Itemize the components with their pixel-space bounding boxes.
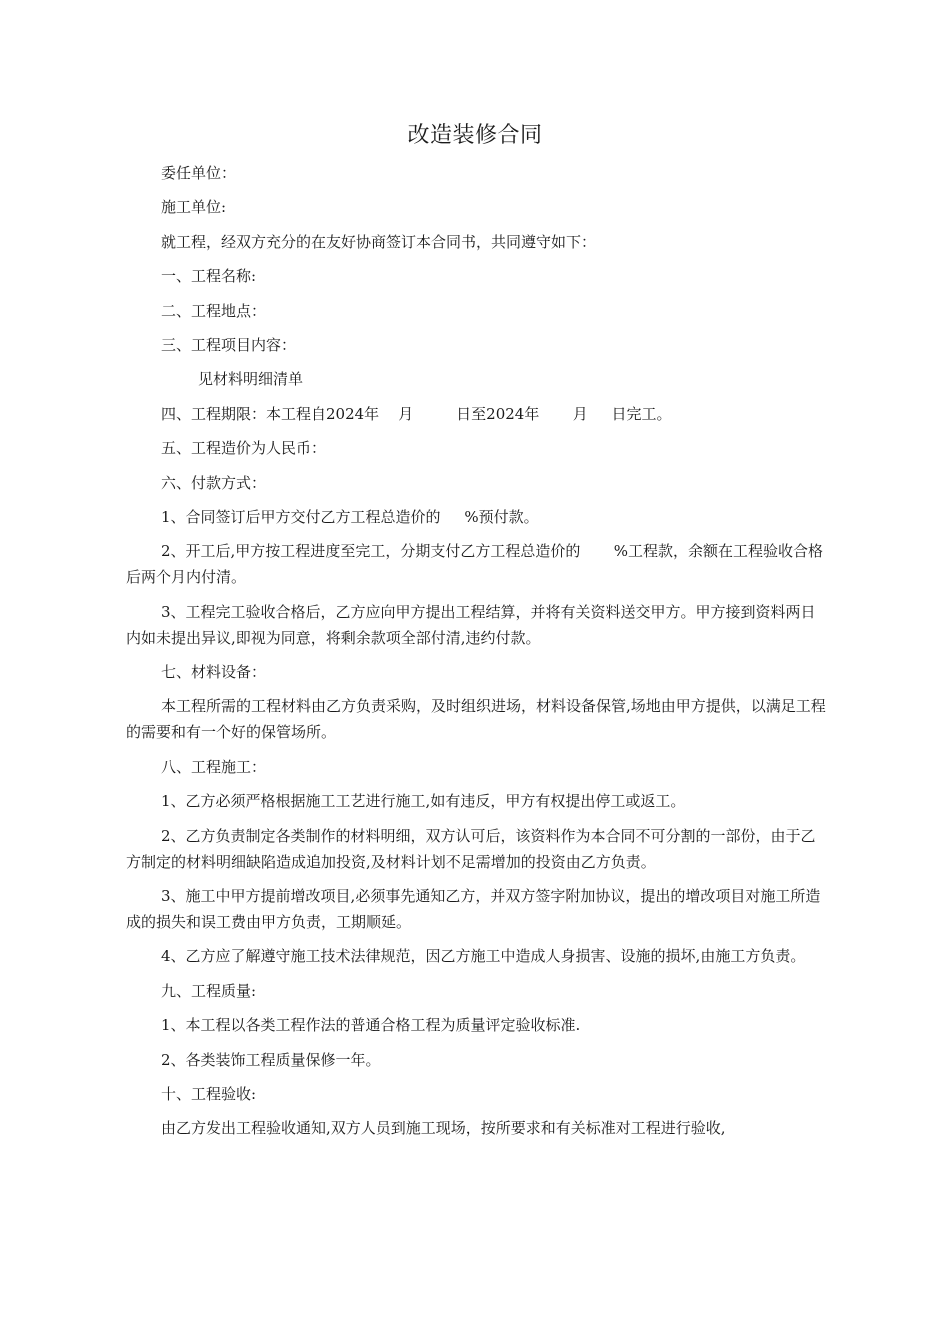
section-construction: 八、工程施工： xyxy=(161,757,267,776)
payment-clause-1: 1、合同签订后甲方交付乙方工程总造价的 %预付款。 xyxy=(161,507,539,526)
quality-clause-1: 1、本工程以各类工程作法的普通合格工程为质量评定验收标准. xyxy=(161,1016,581,1035)
section-materials-equipment: 七、材料设备： xyxy=(161,663,267,682)
construction-clause-1: 1、乙方必须严格根据施工工艺进行施工,如有违反，甲方有权提出停工或返工。 xyxy=(161,792,686,811)
material-list-note: 见材料明细清单 xyxy=(198,370,304,389)
payment-clause-2: 2、开工后,甲方按工程进度至完工，分期支付乙方工程总造价的 %工程款，余额在工程验收合格后两个月内付清。 xyxy=(126,542,823,587)
section-project-name: 一、工程名称: xyxy=(161,267,257,286)
quality-clause-2: 2、各类装饰工程质量保修一年。 xyxy=(161,1050,381,1069)
construction-clause-4: 4、乙方应了解遵守施工技术法律规范，因乙方施工中造成人身损害、设施的损坏,由施工方负责。 xyxy=(161,947,806,966)
materials-clause: 本工程所需的工程材料由乙方负责采购，及时组织进场，材料设备保管,场地由甲方提供，以满足工程的需要和有一个好的保管场所。 xyxy=(126,697,826,742)
payment-clause-3: 3、工程完工验收合格后，乙方应向甲方提出工程结算，并将有关资料送交甲方。甲方接到资料两日内如未提出异议,即视为同意，将剩余款项全部付清,违约付款。 xyxy=(126,602,816,647)
section-project-content: 三、工程项目内容： xyxy=(161,335,297,354)
preamble-paragraph: 就工程，经双方充分的在友好协商签订本合同书，共同遵守如下： xyxy=(161,232,597,251)
contractor-unit-line: 施工单位: xyxy=(161,198,227,217)
acceptance-clause: 由乙方发出工程验收通知,双方人员到施工现场，按所要求和有关标准对工程进行验收, xyxy=(161,1119,726,1138)
section-project-period: 四、工程期限：本工程自2024年 月 日至2024年 月 日完工。 xyxy=(161,404,672,423)
section-payment-method: 六、付款方式： xyxy=(161,473,267,492)
section-project-cost: 五、工程造价为人民币： xyxy=(161,439,327,458)
construction-clause-3: 3、施工中甲方提前增改项目,必须事先通知乙方，并双方签字附加协议，提出的增改项目对施工所造成的损失和误工费由甲方负责，工期顺延。 xyxy=(126,887,821,932)
document-title: 改造装修合同 xyxy=(407,123,543,148)
client-unit-line: 委任单位： xyxy=(161,164,237,182)
construction-clause-2: 2、乙方负责制定各类制作的材料明细，双方认可后，该资料作为本合同不可分割的一部份，由于乙方制定的材料明细缺陷造成追加投资,及材料计划不足需增加的投资由乙方负责。 xyxy=(126,826,816,871)
section-quality: 九、工程质量: xyxy=(161,981,257,1000)
section-acceptance: 十、工程验收: xyxy=(161,1084,257,1103)
document-body xyxy=(126,160,826,1150)
section-project-location: 二、工程地点： xyxy=(161,301,267,320)
